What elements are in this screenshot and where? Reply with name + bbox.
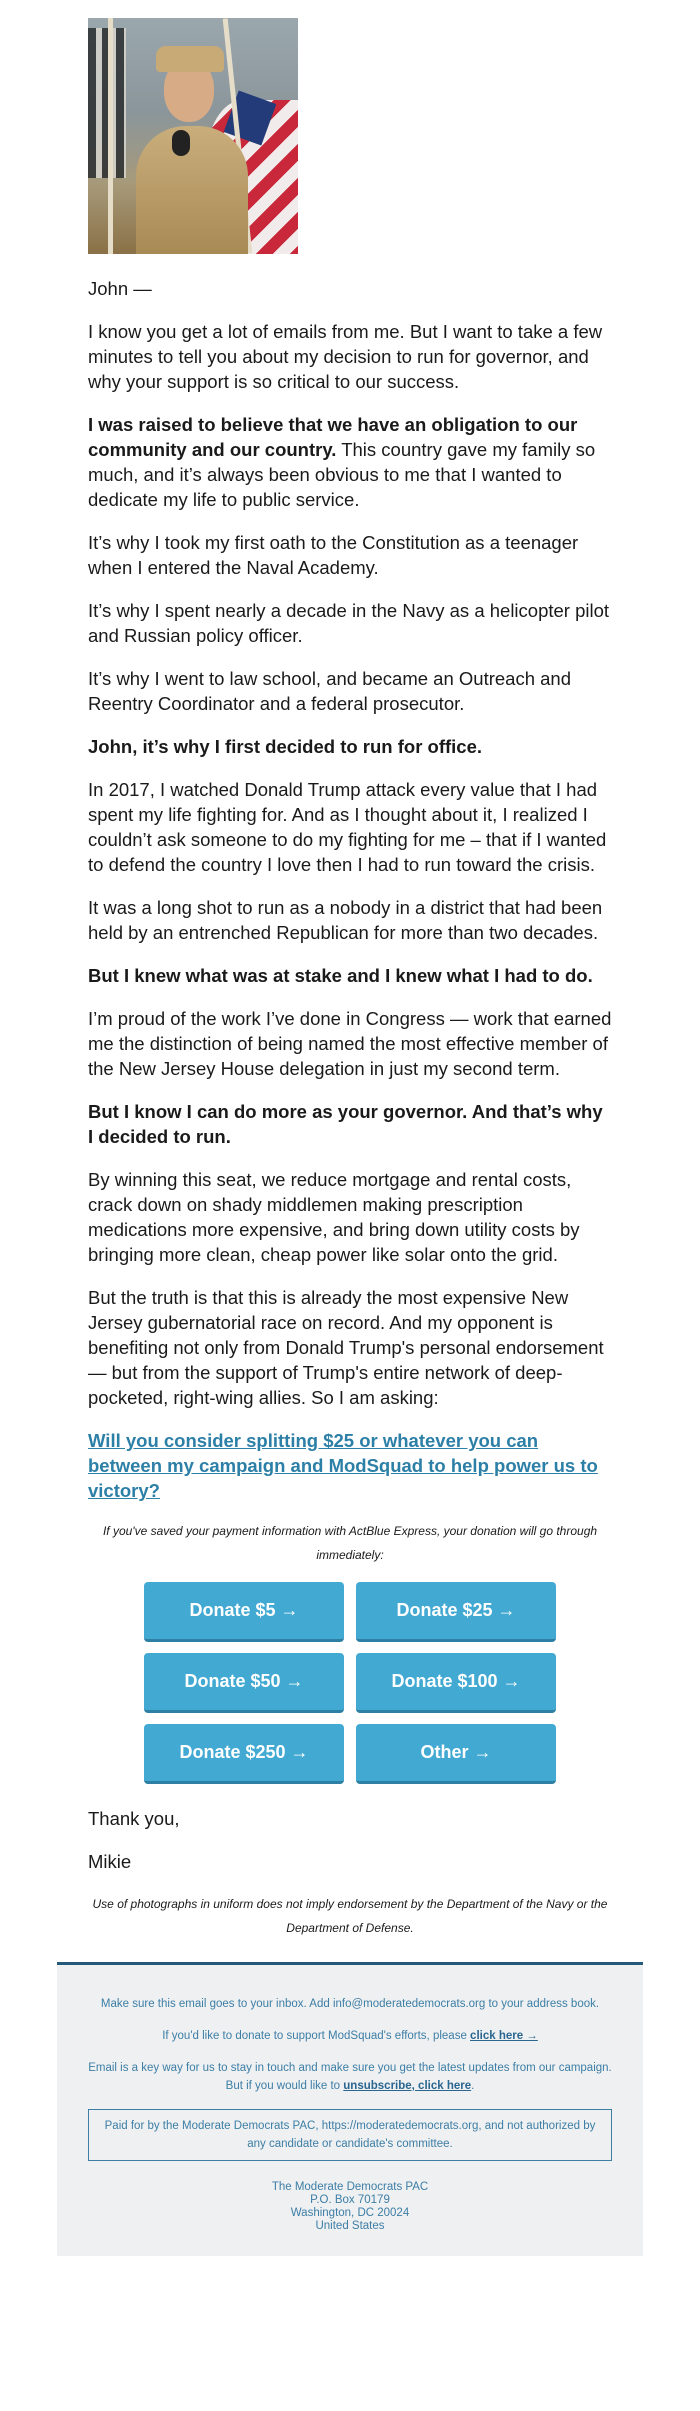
stay-suffix: .	[471, 2080, 475, 2092]
microphone-shape	[172, 130, 190, 156]
modsquad-text: If you'd like to donate to support ModSquad's efforts, please	[162, 2030, 471, 2042]
modsquad-note	[88, 2027, 612, 2045]
paragraph-text: I know you get a lot of emails from me. But I want to take a few minutes to tell you about my decision to run for governor, and why your support is so critical to our success.	[88, 321, 603, 392]
paid-for-box: Paid for by the Moderate Democrats PAC, https://moderatedemocrats.org, and not authorized by any candidate or candidate's committee.	[88, 2109, 612, 2161]
donate-5-button[interactable]: Donate $5 →	[144, 1582, 344, 1642]
donate-button-grid	[88, 1582, 612, 1784]
paragraph-text: It’s why I spent nearly a decade in the Navy as a helicopter pilot and Russian policy officer.	[88, 600, 610, 646]
paragraph	[88, 666, 612, 716]
flag-shape	[88, 28, 126, 178]
paragraph-bold: John, it’s why I first decided to run for office.	[88, 736, 483, 757]
paragraph	[88, 319, 612, 394]
paragraph-bold: I was raised to believe that we have an obligation to our community and our country.	[88, 414, 578, 460]
donate-100-button[interactable]: Donate $100 →	[356, 1653, 556, 1713]
email-footer	[57, 1962, 643, 2256]
candidate-photo	[88, 18, 298, 254]
stay-in-touch-note	[88, 2059, 612, 2095]
uniform-disclaimer: Use of photographs in uniform does not imply endorsement by the Department of the Navy or the Department of Defense.	[92, 1897, 608, 1935]
paragraph	[88, 777, 612, 877]
uniform-shape	[136, 126, 248, 254]
signoff-thanks: Thank you,	[88, 1808, 180, 1829]
paragraph	[88, 895, 612, 945]
paragraph	[88, 412, 612, 512]
paragraph-text: It’s why I went to law school, and became an Outreach and Reentry Coordinator and a federal prosecutor.	[88, 668, 571, 714]
donate-250-button[interactable]: Donate $250 →	[144, 1724, 344, 1784]
address-line: Washington, DC 20024	[290, 2207, 410, 2219]
paragraph	[88, 734, 612, 759]
email-container	[57, 0, 643, 2256]
paragraph	[88, 1285, 612, 1410]
paragraph-text: But the truth is that this is already the most expensive New Jersey gubernatorial race on record. And my opponent is benefiting not only from Donald Trump's personal endorsement — but from the support of Trump's entire network of deep-pocketed, right-wing allies. So I am asking:	[88, 1287, 604, 1408]
stay-text: Email is a key way for us to stay in touch and make sure you get the latest updates from our campaign. But if you would like to	[88, 2062, 612, 2092]
address-line: United States	[315, 2220, 385, 2232]
paragraph	[88, 1099, 612, 1149]
donate-50-button[interactable]: Donate $50 →	[144, 1653, 344, 1713]
paragraph-bold: But I know I can do more as your governor. And that’s why I decided to run.	[88, 1101, 603, 1147]
email-body	[57, 18, 643, 1940]
cap-shape	[156, 46, 224, 72]
paragraph-text: I’m proud of the work I’ve done in Congress — work that earned me the distinction of being named the most effective member of the New Jersey House delegation in just my second term.	[88, 1008, 612, 1079]
paragraph	[88, 530, 612, 580]
unsubscribe-link[interactable]: unsubscribe, click here	[343, 2080, 472, 2092]
paragraph-text: In 2017, I watched Donald Trump attack every value that I had spent my life fighting for. And as I thought about it, I realized I couldn’t ask someone to do my fighting for me – that if I wanted to defend the country I love then I had to run toward the crisis.	[88, 779, 607, 875]
donation-ask-link[interactable]: Will you consider splitting $25 or whatever you can between my campaign and ModSquad to help power us to victory?	[88, 1430, 598, 1501]
paragraph	[88, 1006, 612, 1081]
paragraph-text: This country gave my family so much, and it’s always been obvious to me that I wanted to dedicate my life to public service.	[88, 439, 596, 510]
paragraph-text: By winning this seat, we reduce mortgage and rental costs, crack down on shady middlemen making prescription medications more expensive, and bring down utility costs by bringing more clean, cheap power like solar onto the grid.	[88, 1169, 580, 1265]
paragraph-bold: But I knew what was at stake and I knew what I had to do.	[88, 965, 593, 986]
greeting: John —	[88, 278, 152, 299]
donate-25-button[interactable]: Donate $25 →	[356, 1582, 556, 1642]
donate-other-button[interactable]: Other →	[356, 1724, 556, 1784]
address-line: P.O. Box 70179	[310, 2194, 390, 2206]
mailing-address	[88, 2181, 612, 2233]
address-line: The Moderate Democrats PAC	[271, 2181, 429, 2193]
paragraph-text: It’s why I took my first oath to the Constitution as a teenager when I entered the Naval Academy.	[88, 532, 579, 578]
paragraph	[88, 598, 612, 648]
actblue-express-note: If you've saved your payment information with ActBlue Express, your donation will go through immediately:	[102, 1524, 598, 1562]
paragraph-text: It was a long shot to run as a nobody in a district that had been held by an entrenched Republican for more than two decades.	[88, 897, 603, 943]
modsquad-donate-link[interactable]: click here →	[470, 2030, 538, 2042]
inbox-note: Make sure this email goes to your inbox. Add info@moderatedemocrats.org to your address book.	[100, 1998, 600, 2010]
paragraph	[88, 963, 612, 988]
paragraph	[88, 1167, 612, 1267]
signoff-name: Mikie	[88, 1851, 132, 1872]
flag-pole	[108, 18, 113, 254]
